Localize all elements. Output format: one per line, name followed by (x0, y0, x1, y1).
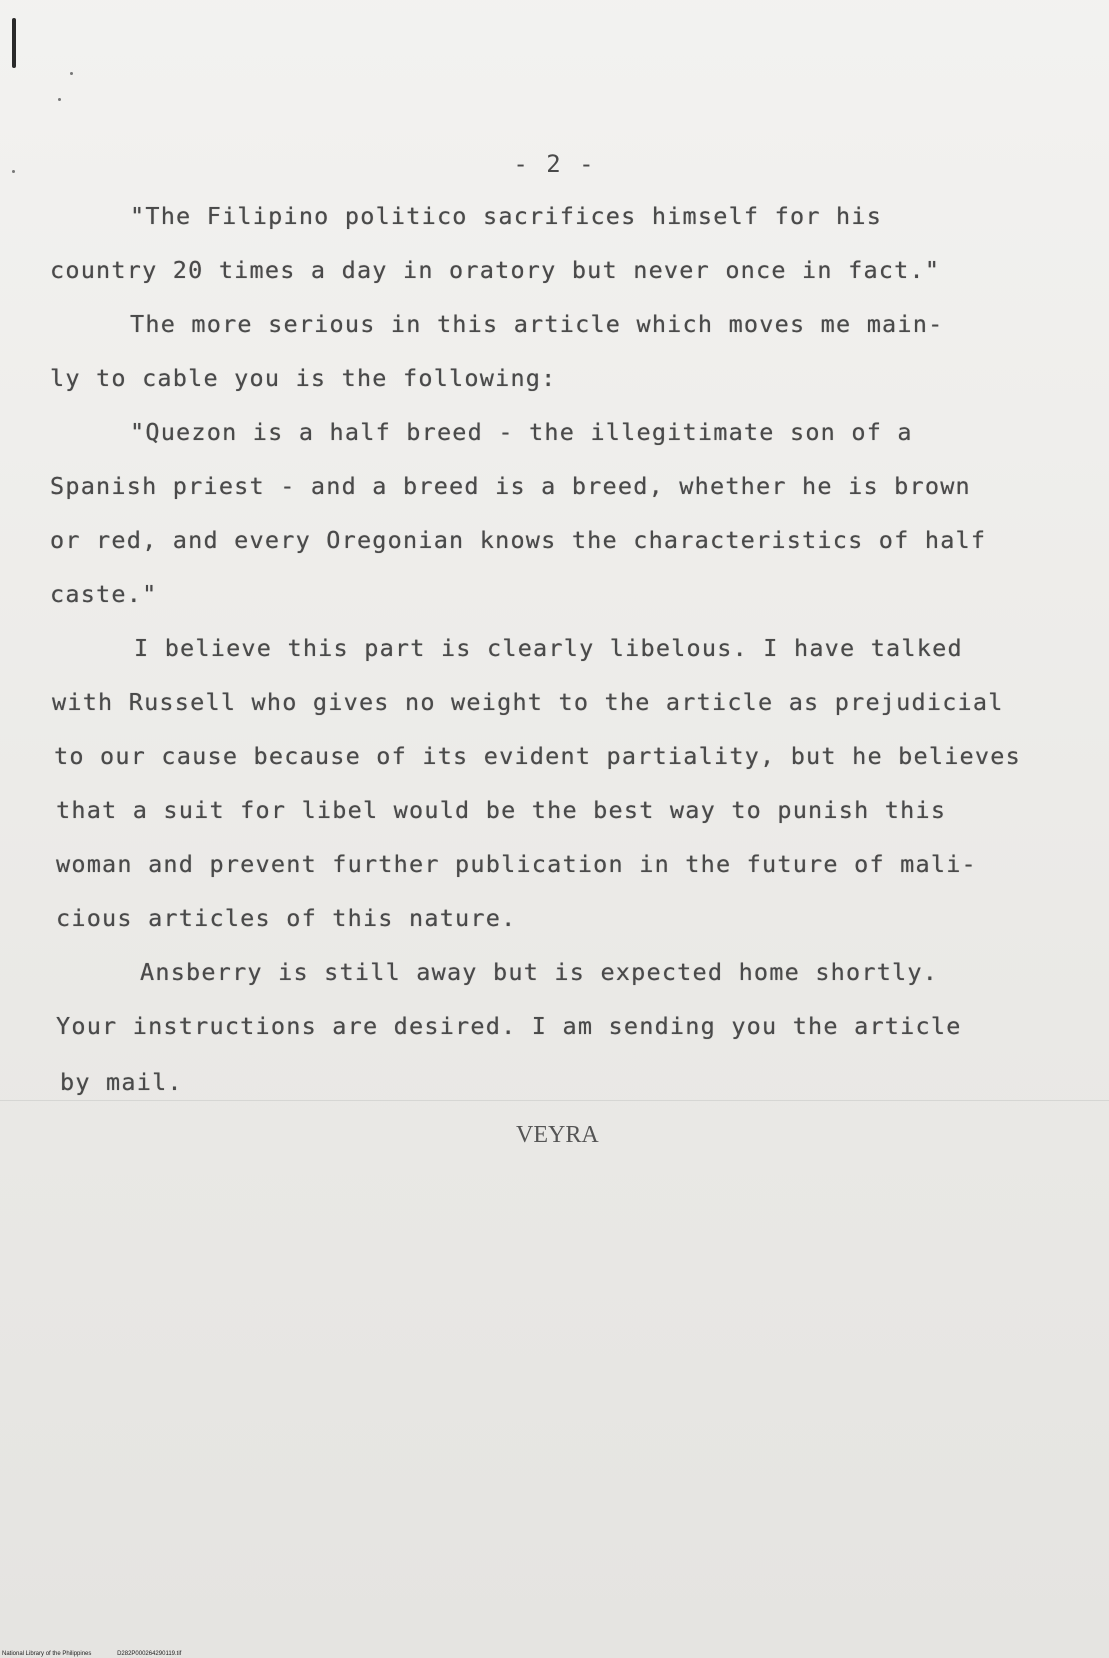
footer-caption (2, 1651, 205, 1657)
text-line: Spanish priest - and a breed is a breed, whether he is brown (50, 472, 971, 500)
text-line: I believe this part is clearly libelous. I have talked (134, 634, 963, 662)
text-line: caste." (50, 580, 158, 608)
text-line: woman and prevent further publication in the future of mali- (56, 850, 977, 878)
speck (70, 72, 73, 75)
text-line: The more serious in this article which moves me main- (130, 310, 944, 338)
text-line: "Quezon is a half breed - the illegitimate son of a (130, 418, 913, 446)
paper-crease (0, 1100, 1109, 1101)
text-line: by mail. (60, 1068, 183, 1096)
text-line: ly to cable you is the following: (50, 364, 557, 392)
signature: VEYRA (516, 1122, 599, 1148)
footer-library: National Library of the Philippines (2, 1651, 92, 1657)
footer-file-id: D282P000264290119.tif (117, 1651, 182, 1657)
speck (58, 98, 61, 101)
text-line: with Russell who gives no weight to the article as prejudicial (52, 688, 1004, 716)
text-line: Ansberry is still away but is expected home shortly. (140, 958, 939, 986)
text-line: Your instructions are desired. I am sending you the article (56, 1012, 962, 1040)
text-line: that a suit for libel would be the best way to punish this (56, 796, 947, 824)
edge-mark (12, 18, 16, 68)
text-line: cious articles of this nature. (56, 904, 517, 932)
text-line: "The Filipino politico sacrifices himself for his (130, 202, 883, 230)
text-line: to our cause because of its evident partiality, but he believes (54, 742, 1021, 770)
text-line: country 20 times a day in oratory but never once in fact." (50, 256, 941, 284)
page-number: - 2 - (513, 150, 596, 178)
text-line: or red, and every Oregonian knows the characteristics of half (50, 526, 987, 554)
